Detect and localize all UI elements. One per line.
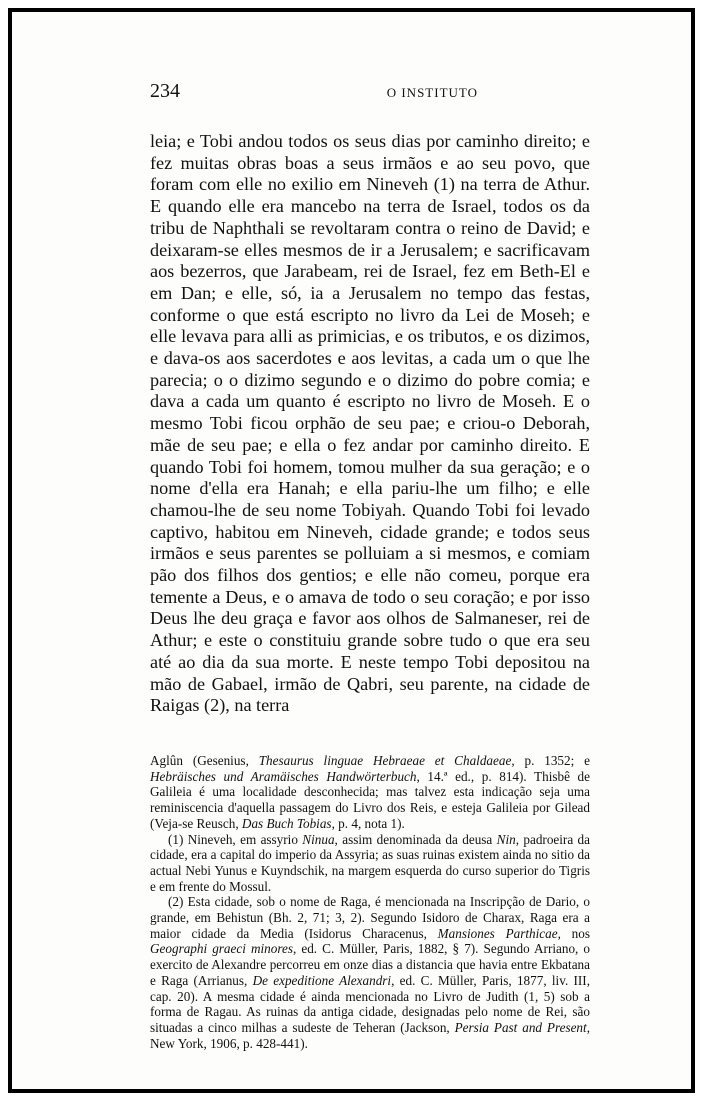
footnote-2: (2) Esta cidade, sob o nome de Raga, é mencionada na Inscripção de Dario, o grande, em Behistun (Bh. 2, 71; 3, 2). Segundo Isidoro de Charax, Raga era a maior cidade da Media (Isidorus Characenus, Mansiones Parthicae, nos Geographi graeci minores, ed. C. Müller, Paris, 1882, § 7). Segundo Arriano, o exercito de Alexandre percorreu em onze dias a distancia que havia entre Ekbatana e Raga (Arrianus, De expeditione Alexandri, ed. C. Müller, Paris, 1877, liv. III, cap. 20). A mesma cidade é ainda mencionada no Livro de Judith (1, 5) sob a forma de Ragau. As ruinas da antiga cidade, designadas pelo nome de Rei, são situadas a cinco milhas a sudeste de Teheran (Jackson, Persia Past and Present, New York, 1906, p. 428-441).	[150, 894, 591, 1051]
footnote-continuation: Aglûn (Gesenius, Thesaurus linguae Hebraeae et Chaldaeae, p. 1352; e Hebräisches und Aramäisches Handwörterbuch, 14.ª ed., p. 814). Thisbê de Galileia é uma localidade desconhecida; mas talvez esta indicação seja uma reminiscencia d'aquella passagem do Livro dos Reis, e esteja Galileia por Gilead (Veja-se Reusch, Das Buch Tobias, p. 4, nota 1).	[150, 752, 590, 831]
book-page	[150, 80, 590, 1051]
cited-title: Persia Past and Present	[454, 1019, 587, 1035]
main-text: leia; e Tobi andou todos os seus dias por caminho direito; e fez muitas obras boas a seus irmãos e ao seu povo, que foram com elle no exilio em Nineveh (1) na terra de Athur. E quando elle era mancebo na terra de Israel, todos os da tribu de Naphthali se revoltaram contra o reino de David; e deixaram-se elles mesmos de ir a Jerusalem; e sacrificavam aos bezerros, que Jarabeam, rei de Israel, fez em Beth-El e em Dan; e elle, só, ia a Jerusalem no tempo das festas, conforme o que está escripto no livro da Lei de Moseh; e elle levava para alli as primicias, e os tributos, e os dizimos, e dava-os aos sacerdotes e aos levitas, a cada um o que lhe parecia; o o dizimo segundo e o dizimo do pobre comia; e dava a cada um quanto é escripto no livro de Moseh. E o mesmo Tobi ficou orphão de seu pae; e criou-o Deborah, mãe de seu pae; e ella o fez andar por caminho direito. E quando Tobi foi homem, tomou mulher da sua geração; e o nome d'ella era Hanah; e ella pariu-lhe um filho; e elle chamou-lhe de seu nome Tobiyah. Quando Tobi foi levado captivo, habitou em Nineveh, cidade grande; e todos seus irmãos e seus parentes se polluiam a si mesmos, e comiam pão dos filhos dos gentios; e elle não comeu, porque era temente a Deus, e o amava de todo o seu coração; e por isso Deus lhe deu graça e favor aos olhos de Salmaneser, rei de Athur; e este o constituiu grande sobre tudo o que era seu até ao dia da sua morte. E neste tempo Tobi depositou na mão de Gabael, irmão de Qabri, seu parente, na cidade de Raigas (2), na terra	[150, 131, 590, 716]
page-header	[150, 80, 590, 103]
cited-title: Das Buch Tobias	[241, 815, 332, 831]
page-frame	[8, 8, 695, 1093]
cited-term: Ninua	[302, 831, 335, 847]
cited-title: Hebräisches und Aramäisches Handwörterbuch	[150, 768, 417, 784]
running-title: O INSTITUTO	[386, 85, 478, 100]
footnotes	[150, 753, 590, 1051]
cited-title: De expeditione Alexandri	[252, 972, 392, 988]
cited-title: Mansiones Parthicae	[437, 925, 558, 941]
cited-term: Nin	[496, 831, 516, 847]
cited-title: Thesaurus linguae Hebraeae et Chaldaeae	[258, 752, 512, 768]
footnote-1: (1) Nineveh, em assyrio Ninua, assim denominada da deusa Nin, padroeira da cidade, era a capital do imperio da Assyria; as suas ruinas existem ainda no sitio da actual Nebi Yunus e Kuyndschik, na margem esquerda do curso superior do Tigris e em frente do Mossul.	[150, 831, 590, 894]
page-number: 234	[150, 80, 180, 102]
cited-title: Geographi graeci minores	[150, 941, 293, 957]
